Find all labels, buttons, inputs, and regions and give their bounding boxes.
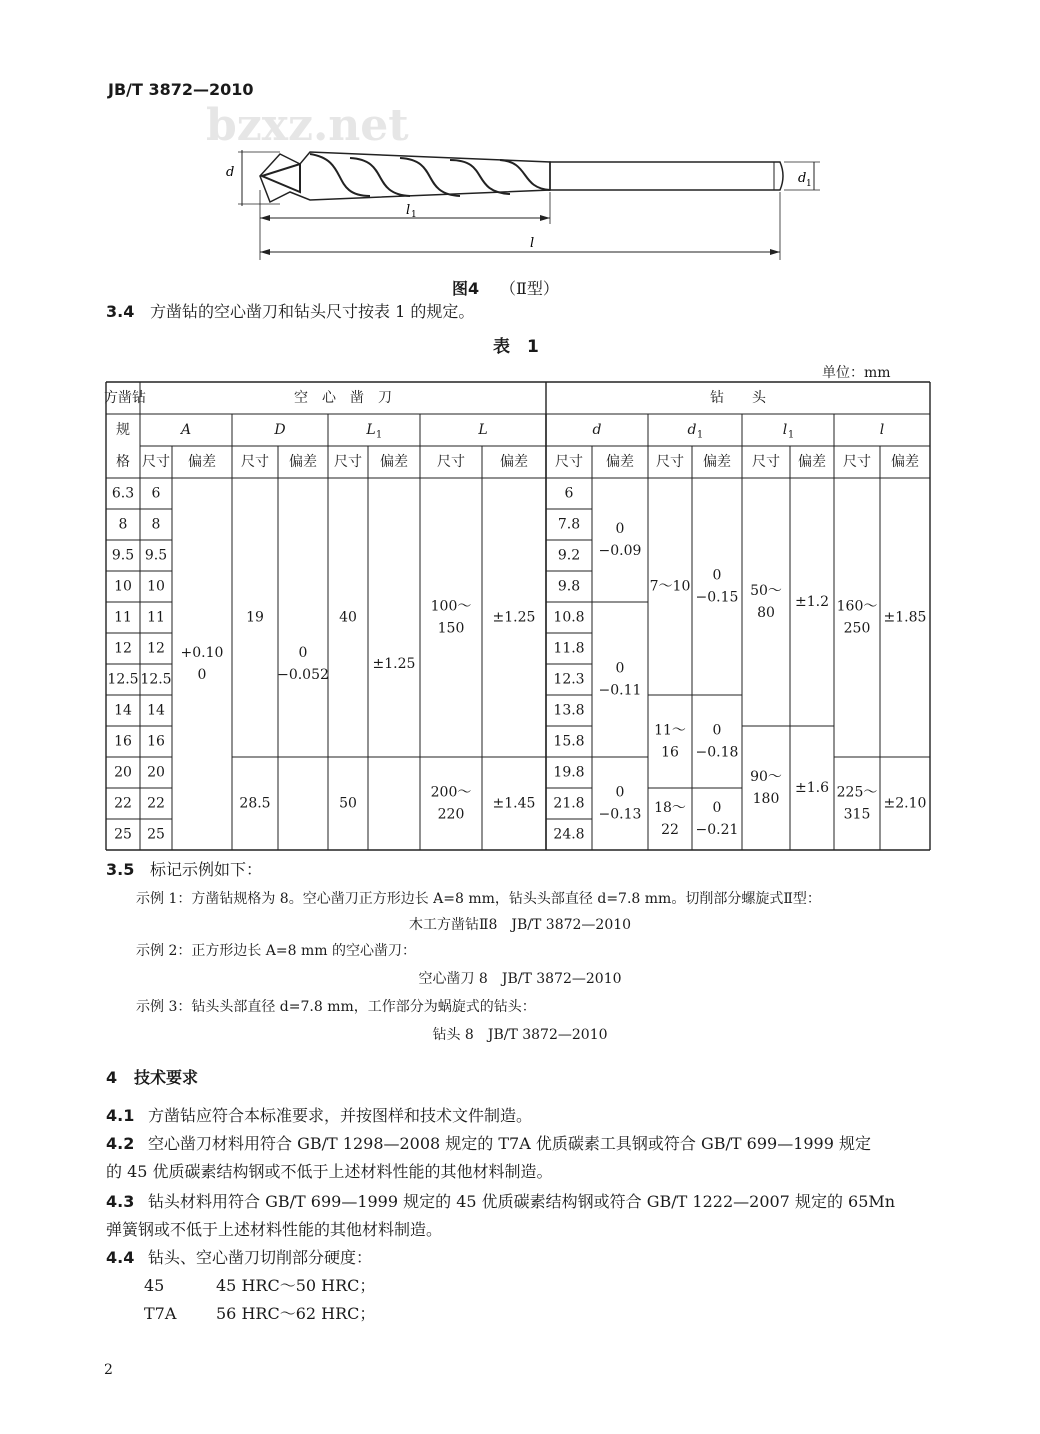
d-size-cell: 9.8 <box>557 578 581 595</box>
section-text: 标记示例如下： <box>150 860 263 879</box>
d-size-cell: 24.8 <box>553 826 585 843</box>
l-size-cell: 225～ <box>836 784 878 801</box>
l1-tol-cell: ±1.2 <box>795 594 829 610</box>
example-1-mark: 木工方凿钻Ⅱ8 JB/T 3872—2010 <box>408 917 632 933</box>
l-size-cell: 100～ <box>430 598 472 615</box>
l-size-cell: 160～ <box>836 598 878 615</box>
header-cell: 偏差 <box>380 454 408 470</box>
d1-size-cell: 7～10 <box>649 578 691 595</box>
table-unit: 单位：mm <box>822 365 891 381</box>
l-tol-cell: ±1.45 <box>492 795 536 812</box>
header-cell: L <box>366 422 376 438</box>
d-size-cell: 21.8 <box>553 795 585 812</box>
a-size-cell: 14 <box>147 702 165 719</box>
l1-size-cell: 180 <box>752 791 780 807</box>
d-size-cell: 6 <box>564 485 574 502</box>
a-size-cell: 12 <box>147 640 165 657</box>
svg-text:d: d <box>798 171 807 186</box>
header-cell: 尺寸 <box>656 454 684 470</box>
l-size-cell: 150 <box>437 620 465 637</box>
d-tol-cell: 0 <box>615 660 625 677</box>
header-cell: 偏差 <box>798 454 826 470</box>
spec-cell: 20 <box>114 764 132 781</box>
header-cell: 尺寸 <box>752 454 780 470</box>
chapter-title: 技术要求 <box>134 1068 199 1087</box>
a-size-cell: 22 <box>147 795 165 812</box>
figure-caption-number: 图4 <box>452 279 480 298</box>
table-title: 表 1 <box>493 337 539 357</box>
header-cell: D <box>274 422 286 438</box>
example-3: 示例 3：钻头头部直径 d=7.8 mm，工作部分为蜗旋式的钻头： <box>136 999 536 1015</box>
header-cell: d <box>592 422 602 438</box>
section-text-line2: 弹簧钢或不低于上述材料性能的其他材料制造。 <box>106 1220 443 1239</box>
l-size-cell: 315 <box>843 806 871 823</box>
l1-size-cell: 40 <box>339 609 357 626</box>
section-number: 3.5 <box>106 860 135 879</box>
header-cell: 钻 头 <box>710 390 766 406</box>
section-text: 钻头、空心凿刀切削部分硬度： <box>148 1248 373 1267</box>
d1-tol-cell: 0 <box>712 800 722 816</box>
header-cell: 规 <box>116 422 130 438</box>
svg-text:1: 1 <box>411 210 417 220</box>
l1-tol-cell: ±1.25 <box>372 656 416 672</box>
l1-size-cell: 90～ <box>750 769 782 785</box>
spec-cell: 16 <box>114 733 132 750</box>
hardness-value: 45 HRC～50 HRC； <box>216 1276 376 1295</box>
a-tol-cell: +0.10 <box>180 645 224 661</box>
spec-cell: 6.3 <box>111 485 135 502</box>
section-text-line1: 钻头材料用符合 GB/T 699—1999 规定的 45 优质碳素结构钢或符合 GB/T 1222—2007 规定的 65Mn <box>148 1192 896 1211</box>
example-2-mark: 空心凿刀 8 JB/T 3872—2010 <box>418 971 622 987</box>
d1-size-cell: 18～ <box>654 800 686 816</box>
a-size-cell: 9.5 <box>144 547 168 564</box>
d-size-cell: 15.8 <box>553 733 585 750</box>
section-number: 4.3 <box>106 1192 135 1211</box>
a-size-cell: 12.5 <box>140 671 172 688</box>
d-size-cell: 19 <box>246 609 264 626</box>
d-size-cell: 19.8 <box>553 764 585 781</box>
a-size-cell: 6 <box>151 485 161 502</box>
hardness-value: 56 HRC～62 HRC； <box>216 1304 376 1323</box>
section-text-line1: 空心凿刀材料用符合 GB/T 1298—2008 规定的 T7A 优质碳素工具钢或符合 GB/T 699—1999 规定 <box>148 1134 871 1153</box>
header-cell: 尺寸 <box>241 454 269 470</box>
d-tol-cell: −0.052 <box>277 667 329 683</box>
header-cell: 空 心 凿 刀 <box>294 390 392 406</box>
section-number: 4.1 <box>106 1106 135 1125</box>
d-tol-cell: −0.13 <box>598 806 642 823</box>
d-size-cell: 28.5 <box>239 795 271 812</box>
header-cell: 偏差 <box>188 454 216 470</box>
header-cell: 尺寸 <box>437 454 465 470</box>
hardness-material: 45 <box>144 1276 165 1295</box>
header-cell: 1 <box>375 429 383 441</box>
svg-text:1: 1 <box>806 179 812 189</box>
header-cell: l <box>879 422 885 438</box>
header-cell: 尺寸 <box>142 454 170 470</box>
spec-cell: 9.5 <box>111 547 135 564</box>
a-size-cell: 20 <box>147 764 165 781</box>
example-1: 示例 1：方凿钻规格为 8。空心凿刀正方形边长 A=8 mm，钻头头部直径 d=7.8 mm。切削部分螺旋式Ⅱ型： <box>136 891 821 907</box>
document-header: JB/T 3872—2010 <box>108 80 254 99</box>
spec-cell: 25 <box>114 826 132 843</box>
header-cell: 偏差 <box>891 454 919 470</box>
d-size-cell: 12.3 <box>553 671 585 688</box>
watermark: bzxz.net <box>206 100 409 151</box>
header-cell: d <box>687 422 697 438</box>
d-tol-cell: 0 <box>615 784 625 801</box>
spec-cell: 22 <box>114 795 132 812</box>
d-tol-cell: 0 <box>615 521 625 537</box>
header-cell: l <box>782 422 788 438</box>
header-cell: 偏差 <box>703 454 731 470</box>
d1-size-cell: 22 <box>661 822 679 838</box>
d-tol-cell: 0 <box>298 645 308 661</box>
header-cell: 偏差 <box>606 454 634 470</box>
d-size-cell: 13.8 <box>553 702 585 719</box>
header-cell: 尺寸 <box>843 454 871 470</box>
d1-size-cell: 11～ <box>654 722 686 739</box>
chapter-number: 4 <box>106 1068 118 1087</box>
d-size-cell: 9.2 <box>557 547 581 564</box>
l1-size-cell: 50～ <box>750 583 782 599</box>
header-cell: 1 <box>787 429 795 441</box>
header-cell: 偏差 <box>289 454 317 470</box>
a-size-cell: 10 <box>147 578 165 595</box>
l-size-cell: 220 <box>437 806 465 823</box>
d-size-cell: 10.8 <box>553 609 585 626</box>
d-size-cell: 11.8 <box>553 640 585 657</box>
spec-cell: 11 <box>114 609 132 626</box>
d1-tol-cell: −0.21 <box>695 822 739 838</box>
spec-cell: 12.5 <box>107 671 139 688</box>
l1-tol-cell: ±1.6 <box>795 780 829 796</box>
section-number: 3.4 <box>106 302 135 321</box>
figure-caption-type: （Ⅱ型） <box>500 279 559 298</box>
spec-cell: 8 <box>118 516 128 533</box>
header-cell: 格 <box>116 454 130 470</box>
page-number: 2 <box>104 1362 113 1378</box>
example-2: 示例 2：正方形边长 A=8 mm 的空心凿刀： <box>136 943 417 959</box>
d1-tol-cell: 0 <box>712 567 722 584</box>
d1-size-cell: 16 <box>661 744 679 761</box>
a-tol-cell: 0 <box>197 667 207 683</box>
section-number: 4.2 <box>106 1134 135 1153</box>
spec-cell: 12 <box>114 640 132 657</box>
header-cell: 方凿钻 <box>104 390 146 406</box>
hardness-material: T7A <box>144 1304 177 1323</box>
header-cell: 偏差 <box>500 454 528 470</box>
header-cell: A <box>180 422 192 438</box>
spec-cell: 14 <box>114 702 132 719</box>
d1-tol-cell: 0 <box>712 722 722 739</box>
section-text: 方凿钻的空心凿刀和钻头尺寸按表 1 的规定。 <box>150 302 475 321</box>
section-text-line2: 的 45 优质碳素结构钢或不低于上述材料性能的其他材料制造。 <box>106 1162 553 1181</box>
svg-text:d: d <box>226 165 235 180</box>
a-size-cell: 25 <box>147 826 165 843</box>
d-size-cell: 7.8 <box>557 516 581 533</box>
section-text: 方凿钻应符合本标准要求，并按图样和技术文件制造。 <box>148 1106 533 1125</box>
example-3-mark: 钻头 8 JB/T 3872—2010 <box>432 1027 608 1043</box>
d1-tol-cell: −0.15 <box>695 589 739 606</box>
d-tol-cell: −0.11 <box>598 682 642 699</box>
header-cell: 1 <box>696 429 704 441</box>
a-size-cell: 8 <box>151 516 161 533</box>
header-cell: L <box>478 422 488 438</box>
header-cell: 尺寸 <box>555 454 583 470</box>
section-number: 4.4 <box>106 1248 135 1267</box>
a-size-cell: 11 <box>147 609 165 626</box>
l1-size-cell: 80 <box>757 605 775 621</box>
svg-text:l: l <box>530 236 535 251</box>
l-tol-cell: ±2.10 <box>883 795 927 812</box>
l-tol-cell: ±1.85 <box>883 609 927 626</box>
l1-size-cell: 50 <box>339 795 357 812</box>
l-size-cell: 200～ <box>430 784 472 801</box>
l-size-cell: 250 <box>843 620 871 637</box>
l-tol-cell: ±1.25 <box>492 609 536 626</box>
d-tol-cell: −0.09 <box>598 543 642 559</box>
a-size-cell: 16 <box>147 733 165 750</box>
header-cell: 尺寸 <box>334 454 362 470</box>
spec-cell: 10 <box>114 578 132 595</box>
d1-tol-cell: −0.18 <box>695 744 739 761</box>
svg-text:l: l <box>406 203 411 218</box>
